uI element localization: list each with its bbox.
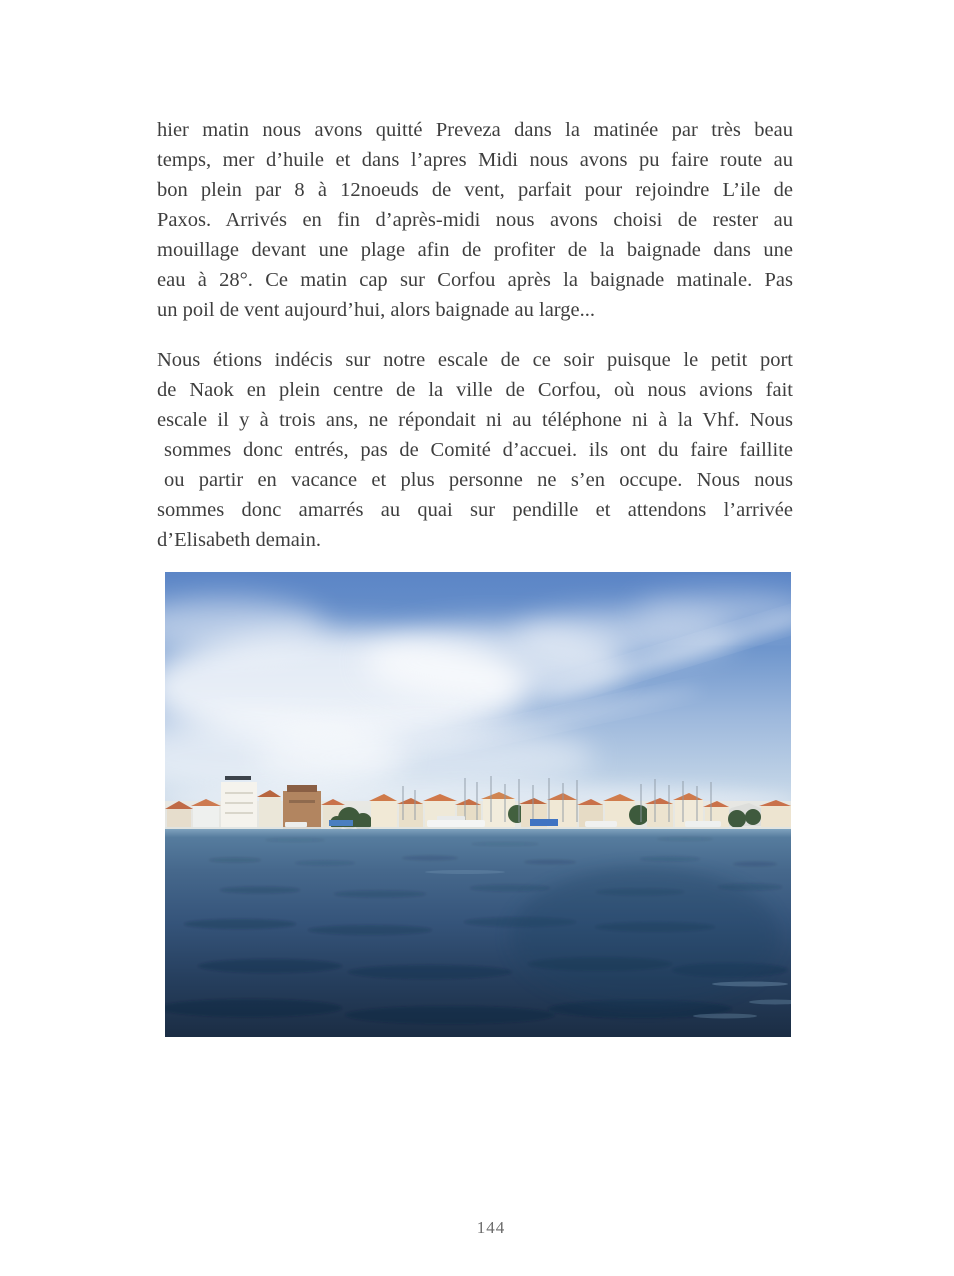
text-line: sommes donc amarrés au quai sur pendille et attendons l’arrivée (157, 499, 793, 521)
page-number: 144 (476, 1218, 506, 1237)
text-line: sommes donc entrés, pas de Comité d’accuei. ils ont du faire faillite (164, 439, 793, 461)
text-line: temps, mer d’huile et dans l’apres Midi nous avons pu faire route au (157, 149, 793, 171)
paragraph-2 (157, 345, 793, 555)
blue-awning (329, 820, 353, 826)
blue-awning (530, 819, 558, 826)
harbor-photo (165, 572, 791, 1037)
text-line: un poil de vent aujourd’hui, alors baignade au large... (157, 299, 595, 321)
paragraph-1 (157, 115, 793, 325)
text-line: Nous étions indécis sur notre escale de ce soir puisque le petit port (157, 349, 793, 371)
text-line: Paxos. Arrivés en fin d’après-midi nous avons choisi de rester au (157, 209, 793, 231)
text-line: ou partir en vacance et plus personne ne s’en occupe. Nous nous (164, 469, 793, 491)
text-line: eau à 28°. Ce matin cap sur Corfou après la baignade matinale. Pas (157, 269, 793, 291)
text-line: hier matin nous avons quitté Preveza dans la matinée par très beau (157, 119, 793, 141)
text-line: bon plein par 8 à 12noeuds de vent, parfait pour rejoindre L’ile de (157, 179, 793, 201)
photo-water (165, 829, 791, 1037)
text-line: escale il y à trois ans, ne répondait ni au téléphone ni à la Vhf. Nous (157, 409, 793, 431)
text-line: d’Elisabeth demain. (157, 529, 321, 551)
text-line: de Naok en plein centre de la ville de Corfou, où nous avions fait (157, 379, 793, 401)
text-line: mouillage devant une plage afin de profiter de la baignade dans une (157, 239, 793, 261)
body-text (157, 115, 793, 575)
